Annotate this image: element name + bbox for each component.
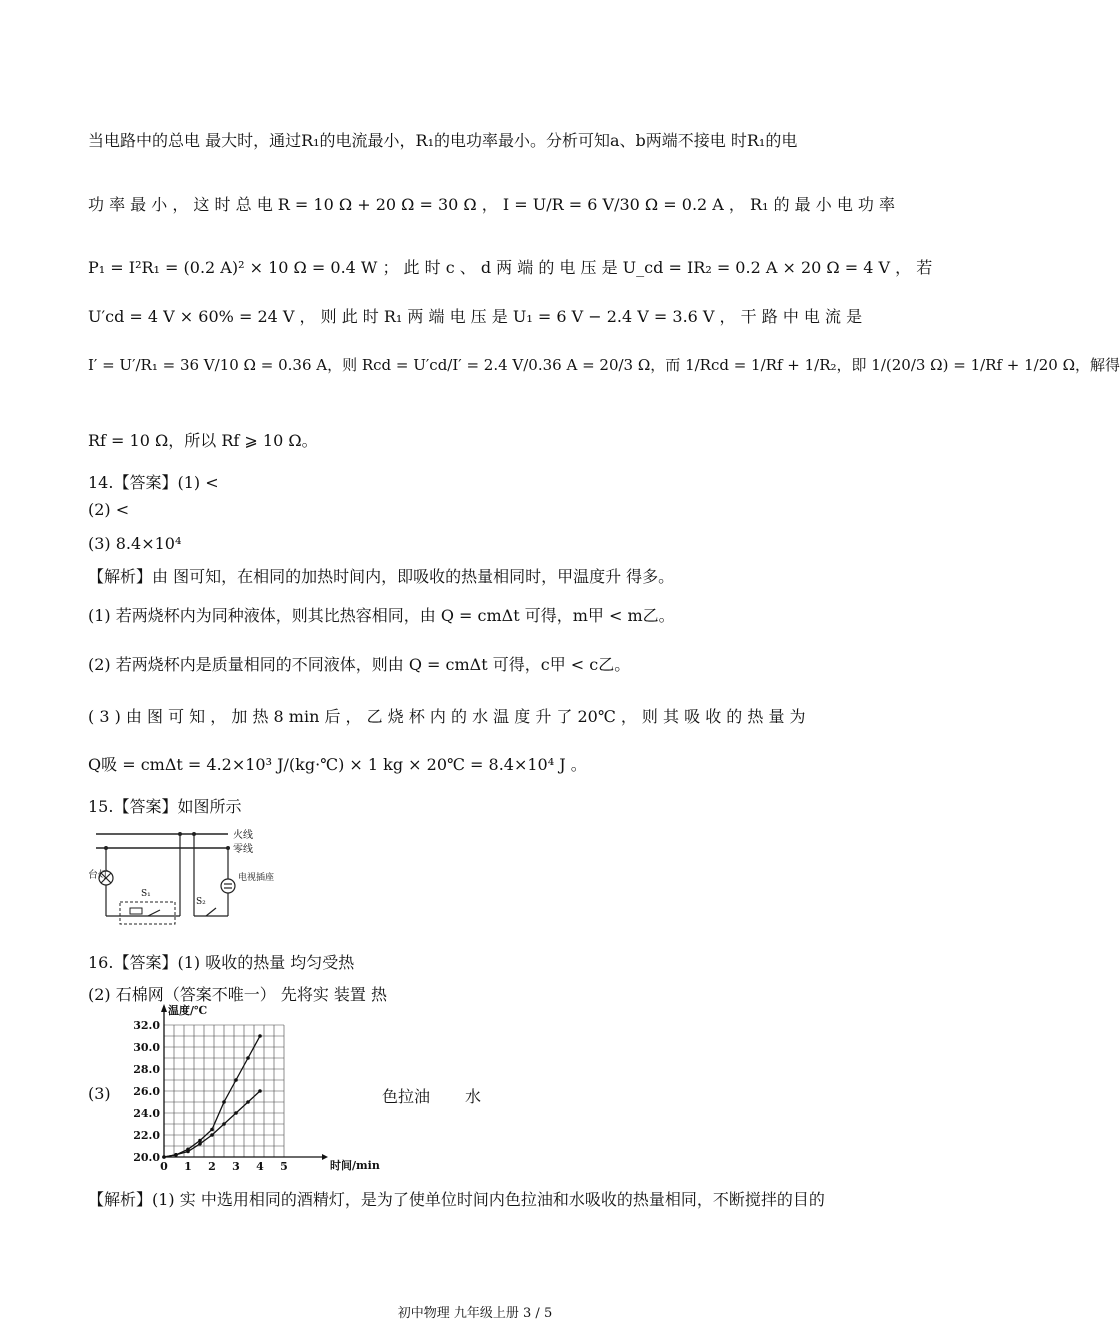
q14-analysis-3: ( 3 ) 由 图 可 知 ， 加 热 8 min 后 ， 乙 烧 杯 内 的 水 温 度 升 了 20℃ ， 则 其 吸 收 的 热 量 为: [88, 707, 806, 726]
y-tick-label: 22.0: [133, 1129, 160, 1142]
x-tick-label: 5: [280, 1160, 288, 1173]
circuit-diagram: [88, 828, 288, 928]
x-axis-label: 时间/min: [330, 1159, 380, 1172]
q14-analysis-2: (2) 若两烧杯内是质量相同的不同液体，则由 Q = cmΔt 可得，c甲 < c乙。: [88, 655, 631, 674]
y-axis-label: 温度/℃: [168, 1004, 208, 1017]
line-5: I′ = U′/R₁ = 36 V/10 Ω = 0.36 A，则 Rcd = U′cd/I′ = 2.4 V/0.36 A = 20/3 Ω，而 1/Rcd = 1/Rf + 1/R₂，即 1/(20/3 Ω) = 1/Rf + 1/20 Ω，解得: [88, 356, 1120, 374]
y-tick-label: 24.0: [133, 1107, 160, 1120]
x-tick-label: 4: [256, 1160, 264, 1173]
q14-analysis-1: (1) 若两烧杯内为同种液体，则其比热容相同，由 Q = cmΔt 可得，m甲 < m乙。: [88, 606, 675, 625]
series-point: [198, 1139, 202, 1143]
x-tick-label: 2: [208, 1160, 216, 1173]
series-point: [258, 1034, 262, 1038]
graph-tail-oil: 色拉油: [382, 1087, 431, 1106]
y-tick-label: 32.0: [133, 1019, 160, 1032]
line-3: P₁ = I²R₁ = (0.2 A)² × 10 Ω = 0.4 W ； 此 时 c 、 d 两 端 的 电 压 是 U_cd = IR₂ = 0.2 A × 20 Ω = 4 V ， 若: [88, 258, 933, 277]
series-point: [246, 1056, 250, 1060]
analysis-line: 【解析】(1) 实 中选用相同的酒精灯，是为了使单位时间内色拉油和水吸收的热量相同，不断搅拌的目的: [88, 1190, 825, 1209]
line-4: U′cd = 4 V × 60% = 24 V ， 则 此 时 R₁ 两 端 电 压 是 U₁ = 6 V − 2.4 V = 3.6 V ， 干 路 中 电 流 是: [88, 307, 863, 326]
socket-icon: [221, 879, 235, 893]
y-tick-label: 28.0: [133, 1063, 160, 1076]
graph-tail-water: 水: [465, 1087, 482, 1106]
y-tick-label: 30.0: [133, 1041, 160, 1054]
series-point: [222, 1100, 226, 1104]
series-point: [162, 1155, 166, 1159]
lamp-label: 台灯: [88, 870, 108, 881]
s2-label: S₂: [196, 897, 206, 907]
q14-answer: 14.【答案】(1) <: [88, 473, 219, 492]
x-tick-label: 1: [184, 1160, 192, 1173]
x-axis-arrow: [322, 1154, 328, 1160]
series-point: [234, 1078, 238, 1082]
series-point: [174, 1153, 178, 1157]
series-point: [210, 1128, 214, 1132]
q15-answer: 15.【答案】如图所示: [88, 797, 242, 816]
line-1: 当电路中的总电 最大时，通过R₁的电流最小，R₁的电功率最小。分析可知a、b两端不接电 时R₁的电: [88, 131, 798, 150]
series-point: [210, 1133, 214, 1137]
series-point: [186, 1150, 190, 1154]
socket-label: 电视插座: [238, 873, 275, 883]
q16-part3-label: (3): [88, 1084, 111, 1103]
series-point: [258, 1089, 262, 1093]
x-tick-label: 0: [160, 1160, 168, 1173]
line-6: Rf = 10 Ω，所以 Rf ⩾ 10 Ω。: [88, 431, 318, 450]
series-point: [246, 1100, 250, 1104]
series-point: [222, 1122, 226, 1126]
series-line-1: [164, 1036, 260, 1157]
live-wire-label: 火线: [233, 830, 253, 841]
y-axis-arrow: [161, 1004, 167, 1012]
page-footer: 初中物理 九年级上册 3 / 5: [397, 1306, 553, 1321]
q16-answer: 16.【答案】(1) 吸收的热量 均匀受热: [88, 953, 355, 972]
q14-part2: (2) <: [88, 500, 130, 519]
x-tick-label: 3: [232, 1160, 240, 1173]
q16-part2: (2) 石棉网（答案不唯一） 先将实 装置 热: [88, 985, 388, 1004]
line-2: 功 率 最 小 ， 这 时 总 电 R = 10 Ω + 20 Ω = 30 Ω ， I = U/R = 6 V/30 Ω = 0.2 A ， R₁ 的 最 小 电 功 率: [88, 195, 895, 214]
temperature-time-chart: [130, 1002, 380, 1180]
neutral-wire-label: 零线: [233, 844, 253, 855]
series-point: [234, 1111, 238, 1115]
series-point: [198, 1142, 202, 1146]
q14-analysis: 【解析】由 图可知，在相同的加热时间内，即吸收的热量相同时，甲温度升 得多。: [88, 567, 675, 586]
q14-part3: (3) 8.4×10⁴: [88, 534, 182, 553]
s1-label: S₁: [141, 889, 151, 899]
y-tick-label: 20.0: [133, 1151, 160, 1164]
y-tick-label: 26.0: [133, 1085, 160, 1098]
q14-analysis-4: Q吸 = cmΔt = 4.2×10³ J/(kg·℃) × 1 kg × 20℃ = 8.4×10⁴ J 。: [88, 755, 587, 774]
